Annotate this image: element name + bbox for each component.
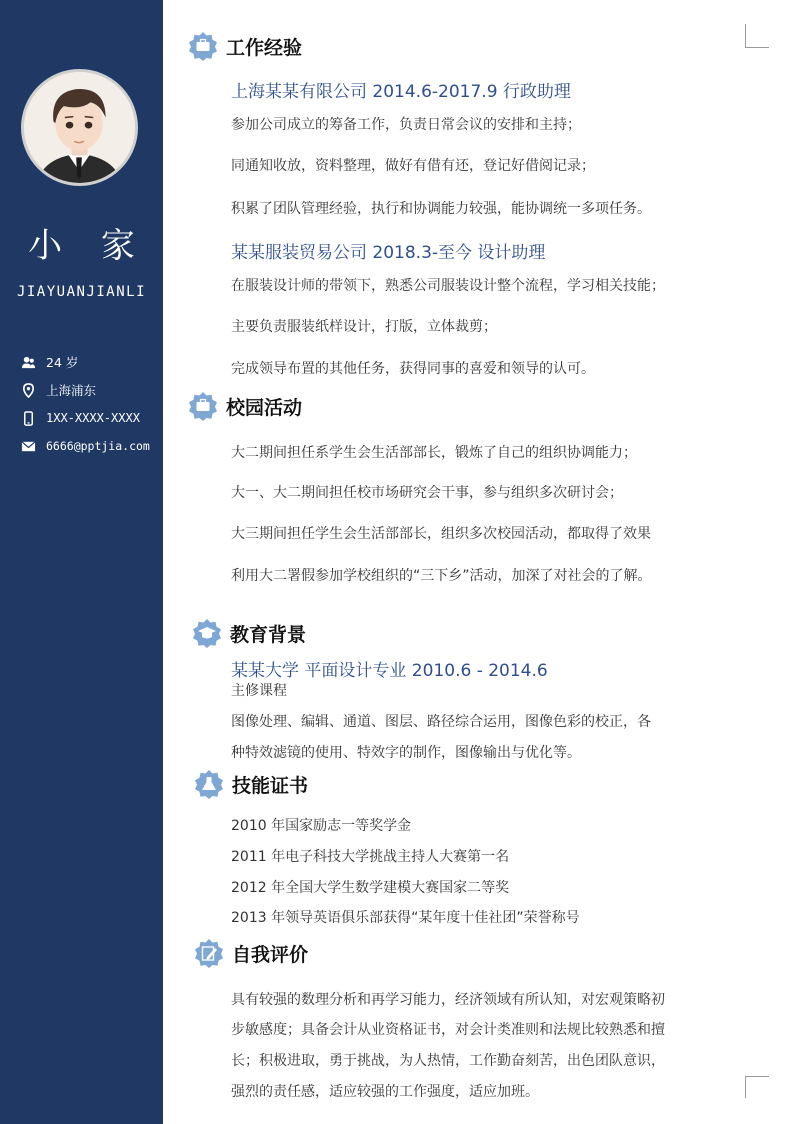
job-item: 参加公司成立的筹备工作，负责日常会议的安排和主持；: [231, 117, 581, 133]
section-title-text: 自我评价: [232, 943, 309, 966]
skill-item: 2012 年全国大学生数学建模大赛国家二等奖: [231, 880, 510, 896]
job-item: 主要负责服装纸样设计，打版，立体裁剪；: [231, 319, 497, 335]
flask-icon: [194, 769, 224, 799]
email-text[interactable]: 6666@pptjia.com: [46, 439, 150, 453]
section-self-title: [194, 938, 308, 968]
section-title-text: 校园活动: [226, 396, 303, 419]
avatar: [21, 69, 138, 186]
section-title-text: 工作经验: [226, 36, 303, 59]
person-english-name: JIAYUANJIANLI: [16, 284, 147, 300]
user-icon: [20, 354, 36, 370]
job-heading: 上海某某有限公司 2014.6-2017.9 行政助理: [231, 82, 571, 102]
pencil-icon: [194, 938, 224, 968]
campus-item: 利用大二署假参加学校组织的“三下乡”活动，加深了对社会的了解。: [231, 568, 652, 584]
briefcase-icon: [188, 31, 218, 61]
course-line: 图像处理、编辑、通道、图层、路径综合运用，图像色彩的校正，各: [231, 714, 651, 730]
phone-row: [20, 408, 140, 428]
job-item: 积累了团队管理经验，执行和协调能力较强，能协调统一多项任务。: [231, 201, 651, 217]
location-text: 上海浦东: [46, 383, 97, 398]
education-heading: 某某大学 平面设计专业 2010.6 - 2014.6: [231, 661, 548, 681]
section-title-text: 教育背景: [230, 623, 307, 646]
job-item: 完成领导布置的其他任务，获得同事的喜爱和领导的认可。: [231, 361, 595, 377]
location-pin-icon: [20, 382, 36, 398]
skill-item: 2010 年国家励志一等奖学金: [231, 818, 412, 834]
age-row: [20, 352, 78, 372]
self-line: 具有较强的数理分析和再学习能力，经济领域有所认知，对宏观策略初: [231, 992, 665, 1008]
job-item: 同通知收放，资料整理，做好有借有还，登记好借阅记录；: [231, 158, 595, 174]
campus-item: 大三期间担任学生会生活部部长，组织多次校园活动，都取得了效果: [231, 526, 651, 542]
campus-item: 大二期间担任系学生会生活部部长，锻炼了自己的组织协调能力；: [231, 445, 637, 461]
job-item: 在服装设计师的带领下，熟悉公司服装设计整个流程，学习相关技能；: [231, 278, 665, 294]
section-skills-title: [194, 769, 308, 799]
self-line: 强烈的责任感，适应较强的工作强度，适应加班。: [231, 1084, 539, 1100]
self-line: 长；积极进取，勇于挑战，为人热情，工作勤奋刻苦，出色团队意识，: [231, 1053, 665, 1069]
mail-icon: [20, 438, 36, 454]
campus-item: 大一、大二期间担任校市场研究会干事，参与组织多次研讨会；: [231, 485, 623, 501]
skill-item: 2013 年领导英语俱乐部获得“某年度十佳社团”荣誉称号: [231, 910, 580, 926]
phone-icon: [20, 410, 36, 426]
skill-item: 2011 年电子科技大学挑战主持人大赛第一名: [231, 849, 510, 865]
section-work-title: [188, 31, 302, 61]
section-education-title: [192, 618, 306, 648]
email-row: [20, 436, 150, 456]
section-campus-title: [188, 391, 302, 421]
person-name: 小 家: [28, 226, 149, 266]
self-line: 步敏感度；具备会计从业资格证书，对会计类准则和法规比较熟悉和擅: [231, 1022, 665, 1038]
briefcase-icon: [188, 391, 218, 421]
job-heading: 某某服装贸易公司 2018.3-至今 设计助理: [231, 243, 546, 263]
location-row: [20, 380, 96, 400]
page-corner-mark: [745, 24, 769, 48]
age-text: 24 岁: [46, 355, 79, 370]
page-corner-mark: [745, 1076, 769, 1098]
phone-text: 1XX-XXXX-XXXX: [46, 411, 140, 425]
graduation-cap-icon: [192, 618, 222, 648]
course-line: 种特效滤镜的使用、特效字的制作，图像输出与优化等。: [231, 745, 581, 761]
sidebar: [0, 0, 163, 1124]
section-title-text: 技能证书: [232, 774, 309, 797]
course-label: 主修课程: [231, 683, 287, 699]
